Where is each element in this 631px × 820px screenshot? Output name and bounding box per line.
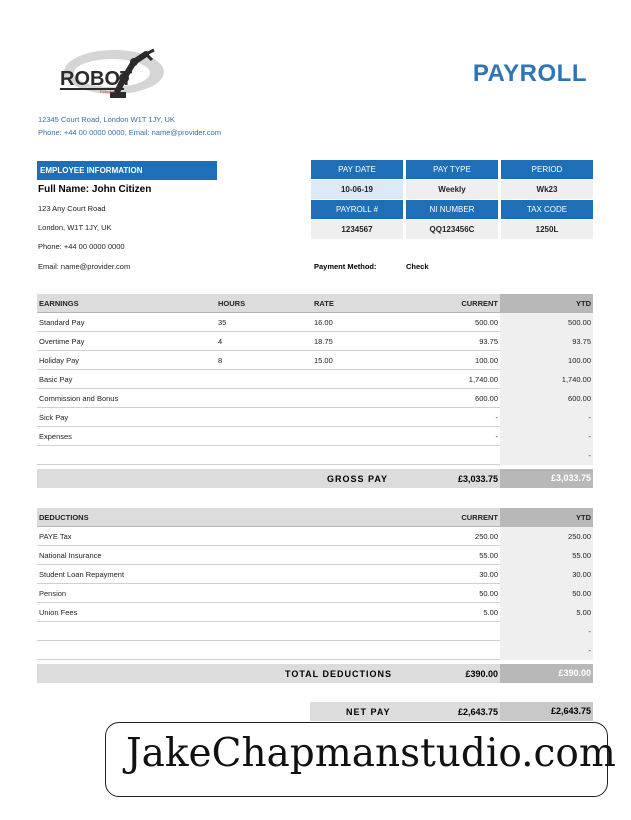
earnings-current: 100.00 <box>475 356 498 365</box>
employee-address1: 123 Any Court Road <box>38 204 106 213</box>
deduction-ytd: - <box>588 646 591 655</box>
employee-name: Full Name: John Citizen <box>38 184 152 195</box>
deduction-row <box>37 546 593 565</box>
tax-code-value: 1250L <box>501 220 593 239</box>
deductions-ytd-col-label: YTD <box>576 513 591 522</box>
net-pay-ytd: £2,643.75 <box>500 702 593 721</box>
deductions-current-col-label: CURRENT <box>461 513 498 522</box>
deduction-item-label: Union Fees <box>39 608 78 617</box>
pay-type-value: Weekly <box>406 180 498 199</box>
watermark-box <box>105 722 616 797</box>
employee-phone: Phone: +44 00 0000 0000 <box>38 242 125 251</box>
deduction-item-label: Student Loan Repayment <box>39 570 125 579</box>
payroll-number-label: PAYROLL # <box>311 200 403 219</box>
pay-date-label: PAY DATE <box>311 160 403 179</box>
deduction-current: 50.00 <box>479 589 498 598</box>
deduction-item-label: National Insurance <box>39 551 102 560</box>
earnings-row <box>37 313 593 332</box>
employee-address2: London, W1T 1JY, UK <box>38 223 112 232</box>
earnings-ytd: 600.00 <box>568 394 591 403</box>
deduction-ytd: 55.00 <box>572 551 591 560</box>
total-deductions-ytd: £390.00 <box>500 664 593 683</box>
watermark-text: JakeChapmanstudio.com <box>126 731 616 776</box>
earnings-item-label: Commission and Bonus <box>39 394 119 403</box>
earnings-rate: 16.00 <box>314 318 333 327</box>
earnings-current: 500.00 <box>475 318 498 327</box>
deduction-row <box>37 584 593 603</box>
earnings-rate: 18.75 <box>314 337 333 346</box>
earnings-current: 1,740.00 <box>468 375 498 384</box>
deduction-ytd: 250.00 <box>568 532 591 541</box>
gross-pay-current: £3,033.75 <box>457 474 498 484</box>
deduction-ytd: 30.00 <box>572 570 591 579</box>
total-deductions-row <box>37 664 593 683</box>
ni-number-value: QQ123456C <box>406 220 498 239</box>
deductions-header-row <box>37 508 593 527</box>
period-value: Wk23 <box>501 180 593 199</box>
ytd-col-label: YTD <box>576 299 591 308</box>
gross-pay-row <box>37 469 593 488</box>
deduction-current: 250.00 <box>475 532 498 541</box>
deduction-current: 30.00 <box>479 570 498 579</box>
earnings-hours: 35 <box>218 318 227 327</box>
page-title: PAYROLL <box>472 60 587 87</box>
earnings-ytd: - <box>588 413 591 422</box>
earnings-row <box>37 446 593 465</box>
earnings-item-label: Expenses <box>39 432 72 441</box>
total-deductions-label: TOTAL DEDUCTIONS <box>285 669 393 679</box>
deduction-row <box>37 603 593 622</box>
earnings-hours: 4 <box>218 337 223 346</box>
deduction-row <box>37 565 593 584</box>
earnings-header-row <box>37 294 593 313</box>
earnings-row <box>37 408 593 427</box>
earnings-item-label: Sick Pay <box>39 413 69 422</box>
deduction-row <box>37 641 593 660</box>
total-deductions-current: £390.00 <box>465 669 498 679</box>
gross-pay-ytd: £3,033.75 <box>500 469 593 488</box>
payment-method-value: Check <box>406 262 429 271</box>
company-logo <box>54 40 166 108</box>
earnings-ytd: 1,740.00 <box>561 375 591 384</box>
earnings-row <box>37 370 593 389</box>
ni-number-label: NI NUMBER <box>406 200 498 219</box>
deduction-ytd: - <box>588 627 591 636</box>
payment-method-label: Payment Method: <box>314 262 377 271</box>
earnings-item-label: Standard Pay <box>39 318 85 327</box>
earnings-ytd: 100.00 <box>568 356 591 365</box>
current-col-label: CURRENT <box>461 299 498 308</box>
earnings-row <box>37 389 593 408</box>
net-pay-row <box>310 702 593 721</box>
deduction-ytd: 5.00 <box>576 608 591 617</box>
earnings-ytd: 93.75 <box>572 337 591 346</box>
deduction-row <box>37 622 593 641</box>
period-label: PERIOD <box>501 160 593 179</box>
rate-col-label: RATE <box>314 299 334 308</box>
pay-date-value: 10-06-19 <box>311 180 403 199</box>
logo-text: ROBOT <box>60 68 133 90</box>
earnings-current: 600.00 <box>475 394 498 403</box>
employee-info-header: EMPLOYEE INFORMATION <box>37 161 217 180</box>
earnings-item-label: Basic Pay <box>39 375 73 384</box>
net-pay-current: £2,643.75 <box>457 707 498 717</box>
earnings-ytd: - <box>588 451 591 460</box>
deduction-item-label: PAYE Tax <box>39 532 72 541</box>
gross-pay-label: GROSS PAY <box>327 474 389 484</box>
earnings-ytd: 500.00 <box>568 318 591 327</box>
deduction-item-label: Pension <box>39 589 67 598</box>
earnings-current: 93.75 <box>479 337 498 346</box>
hours-col-label: HOURS <box>218 299 246 308</box>
earnings-current: - <box>495 413 498 422</box>
company-address: 12345 Court Road, London W1T 1JY, UK <box>38 115 175 124</box>
pay-type-label: PAY TYPE <box>406 160 498 179</box>
earnings-item-label: Holiday Pay <box>39 356 80 365</box>
earnings-row <box>37 427 593 446</box>
earnings-hours: 8 <box>218 356 223 365</box>
company-contact: Phone: +44 00 0000 0000, Email: name@provider.com <box>38 128 221 137</box>
earnings-rate: 15.00 <box>314 356 333 365</box>
earnings-ytd: - <box>588 432 591 441</box>
earnings-item-label: Overtime Pay <box>39 337 85 346</box>
deduction-ytd: 50.00 <box>572 589 591 598</box>
net-pay-label: NET PAY <box>346 707 391 717</box>
deduction-row <box>37 527 593 546</box>
payroll-number-value: 1234567 <box>311 220 403 239</box>
deduction-current: 55.00 <box>479 551 498 560</box>
earnings-current: - <box>495 432 498 441</box>
deductions-col-label: DEDUCTIONS <box>39 513 89 522</box>
earnings-row <box>37 351 593 370</box>
employee-email: Email: name@provider.com <box>38 262 131 271</box>
deduction-current: 5.00 <box>483 608 498 617</box>
earnings-row <box>37 332 593 351</box>
tax-code-label: TAX CODE <box>501 200 593 219</box>
logo-subtext: Robotics <box>100 89 116 94</box>
earnings-col-label: EARNINGS <box>39 299 79 308</box>
